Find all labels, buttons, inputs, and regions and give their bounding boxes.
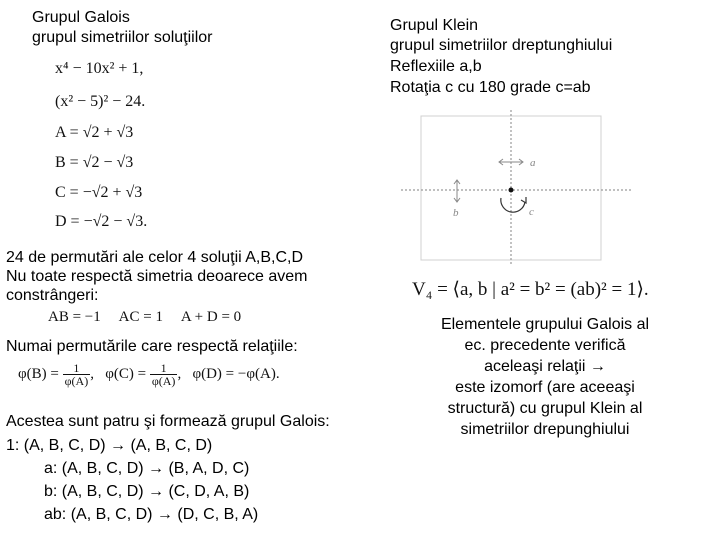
galois-summary-line: Acestea sunt patru şi formează grupul Galois: [6,413,330,430]
galois-title: Grupul Galois [32,9,130,26]
conclusion-line-1: Elementele grupului Galois al [440,316,650,333]
center-point [509,188,514,193]
equation-polynomial: x⁴ − 10x² + 1, [55,60,144,77]
equation-factored: (x² − 5)² − 24. [55,93,146,110]
permutations-line-1: 24 de permutări ale celor 4 soluţii A,B,C,D [6,249,304,266]
klein-title: Grupul Klein [390,17,479,34]
klein-rotation: Rotaţia c cu 180 grade c=ab [390,79,591,96]
relations-label: Numai permutările care respectă relaţiile: [6,338,298,355]
relations-formulas: φ(B) = $\frac{1}{\varphi(A)}$ , φ(C) = $\frac{1}{\varphi(A)}$ , φ(D) = −φ(A). [18,361,280,388]
galois-subtitle: grupul simetriilor soluţiilor [32,29,213,46]
rectangle-symmetry-diagram [395,108,635,268]
relation-d: φ(D) = −φ(A). [192,365,280,382]
galois-permutation-b: b: (A, B, C, D) → (C, D, A, B) [44,483,250,500]
equation-root-c: C = −√2 + √3 [55,184,143,201]
galois-permutation-a: a: (A, B, C, D) → (B, A, D, C) [44,460,250,477]
conclusion-line-3: aceleaşi relaţii → [484,358,606,375]
galois-permutation-ab: ab: (A, B, C, D) → (D, C, B, A) [44,506,259,523]
equation-root-b: B = √2 − √3 [55,154,134,171]
label-a: a [530,157,536,169]
conclusion-line-2: ec. precedente verifică [464,337,626,354]
fraction-denominator: φ(A) [64,374,89,388]
permutations-line-2: Nu toate respectă simetria deoarece avem [6,268,308,285]
conclusion-block [380,314,710,440]
fraction-numerator: 1 [150,362,178,375]
relation-c-lhs: φ(C) = [105,365,147,382]
conclusion-line-5: structură) cu grupul Klein al [447,400,643,417]
permutations-line-3: constrângeri: [6,287,99,304]
constraints-equations: AB = −1 AC = 1 A + D = 0 [48,309,242,325]
conclusion-line-6: simetriilor drepunghiului [460,421,630,438]
klein-group-presentation: V₄ = ⟨a, b | a² = b² = (ab)² = 1⟩. [412,279,649,300]
label-c: c [529,206,534,218]
equation-root-d: D = −√2 − √3. [55,213,148,230]
relation-b-lhs: φ(B) = [18,365,59,382]
klein-reflections: Reflexiile a,b [390,58,482,75]
fraction-denominator: φ(A) [151,374,176,388]
relation-c-fraction [150,362,178,387]
relation-b-fraction [63,362,91,387]
label-b: b [453,207,459,219]
conclusion-line-4: este izomorf (are aceeaşi [455,379,635,396]
equation-root-a: A = √2 + √3 [55,124,134,141]
fraction-numerator: 1 [63,362,91,375]
klein-subtitle: grupul simetriilor dreptunghiului [390,37,613,54]
galois-permutation-identity: 1: (A, B, C, D) → (A, B, C, D) [6,437,213,454]
reflection-b-arrow [454,180,460,202]
